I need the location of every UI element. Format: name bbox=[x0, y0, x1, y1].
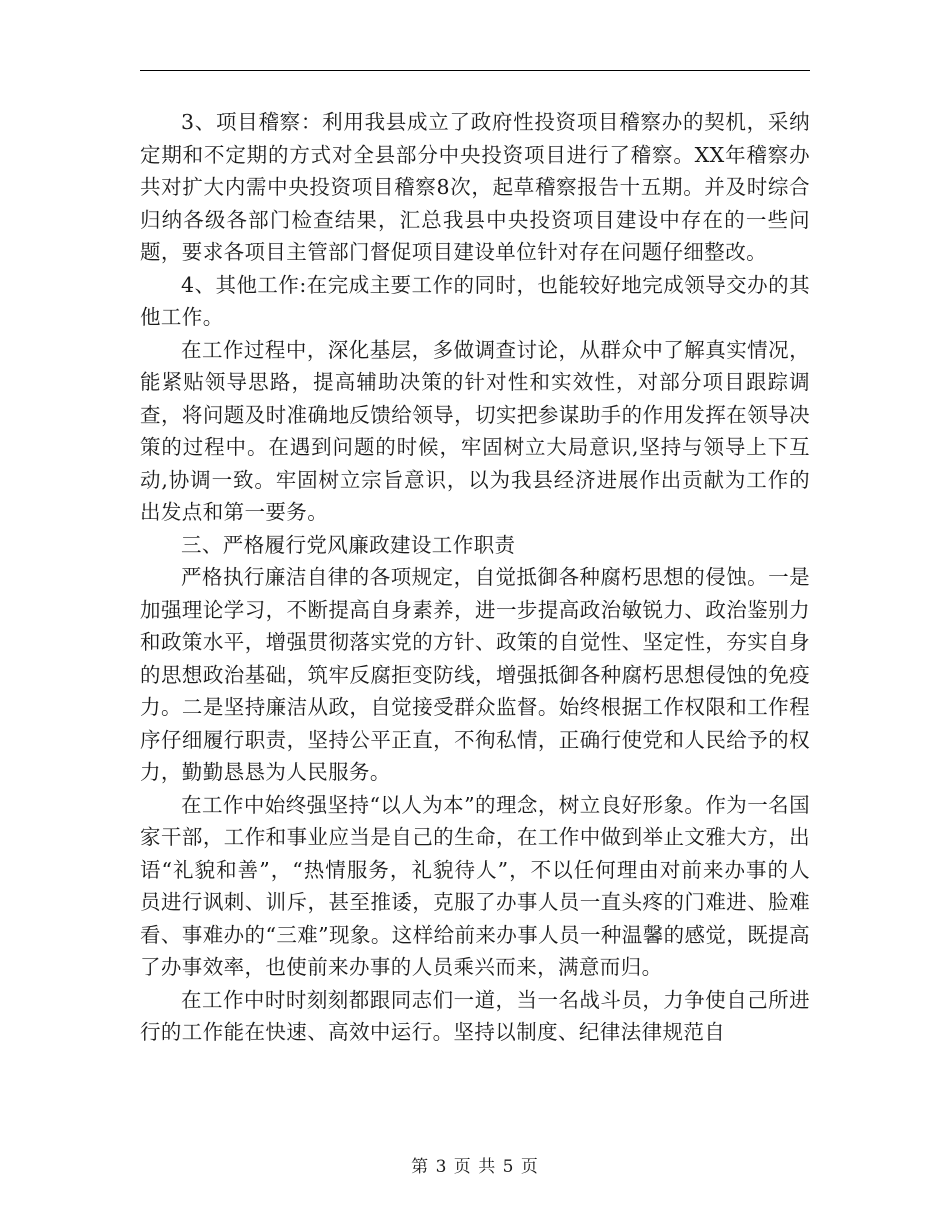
page-footer bbox=[0, 1152, 950, 1177]
paragraph-integrity-rules: 严格执行廉洁自律的各项规定，自觉抵御各种腐朽思想的侵蚀。一是加强理论学习，不断提高自身素养，进一步提高政治敏锐力、政治鉴别力和政策水平，增强贯彻落实党的方针、政策的自觉性、坚定性，夯实自身的思想政治基础，筑牢反腐拒变防线，增强抵御各种腐朽思想侵蚀的免疫力。二是坚持廉洁从政，自觉接受群众监督。始终根据工作权限和工作程序仔细履行职责，坚持公平正直，不徇私情，正确行使党和人民给予的权力，勤勤恳恳为人民服务。 bbox=[140, 565, 810, 784]
paragraph-teamwork: 在工作中时时刻刻都跟同志们一道，当一名战斗员，力争使自己所进行的工作能在快速、高效中运行。坚持以制度、纪律法律规范自 bbox=[140, 987, 810, 1044]
footer-prefix: 第 bbox=[411, 1157, 430, 1177]
header-rule bbox=[140, 70, 810, 71]
paragraph-people-first: 在工作中始终强坚持“以人为本”的理念，树立良好形象。作为一名国家干部，工作和事业应当是自己的生命，在工作中做到举止文雅大方，出语“礼貌和善”，“热情服务，礼貌待人”，不以任何理由对前来办事的人员进行讽刺、训斥，甚至推诿，克服了办事人员一直头疼的门难进、脸难看、事难办的“三难”现象。这样给前来办事人员一种温馨的感觉，既提高了办事效率，也使前来办事的人员乘兴而来，满意而归。 bbox=[140, 792, 810, 979]
footer-current-page: 3 bbox=[435, 1157, 448, 1177]
paragraph-project-inspection: 3、项目稽察：利用我县成立了政府性投资项目稽察办的契机，采纳定期和不定期的方式对全县部分中央投资项目进行了稽察。XX年稽察办共对扩大内需中央投资项目稽察8次，起草稽察报告十五期。并及时综合归纳各级各部门检查结果，汇总我县中央投资项目建设中存在的一些问题，要求各项目主管部门督促项目建设单位针对存在问题仔细整改。 bbox=[140, 110, 810, 264]
document-body bbox=[140, 106, 810, 1049]
paragraph-work-process: 在工作过程中，深化基层，多做调查讨论，从群众中了解真实情况，能紧贴领导思路，提高辅助决策的针对性和实效性，对部分项目跟踪调查，将问题及时准确地反馈给领导，切实把参谋助手的作用发挥在领导决策的过程中。在遇到问题的时候，牢固树立大局意识,坚持与领导上下互动,协调一致。牢固树立宗旨意识，以为我县经济进展作出贡献为工作的出发点和第一要务。 bbox=[140, 337, 810, 524]
footer-total-pages: 5 bbox=[502, 1157, 515, 1177]
section-heading-integrity: 三、严格履行党风廉政建设工作职责 bbox=[181, 532, 516, 557]
paragraph-other-work: 4、其他工作:在完成主要工作的同时，也能较好地完成领导交办的其他工作。 bbox=[140, 272, 810, 329]
footer-suffix: 页 bbox=[520, 1157, 539, 1177]
footer-mid: 页 共 bbox=[453, 1157, 497, 1177]
